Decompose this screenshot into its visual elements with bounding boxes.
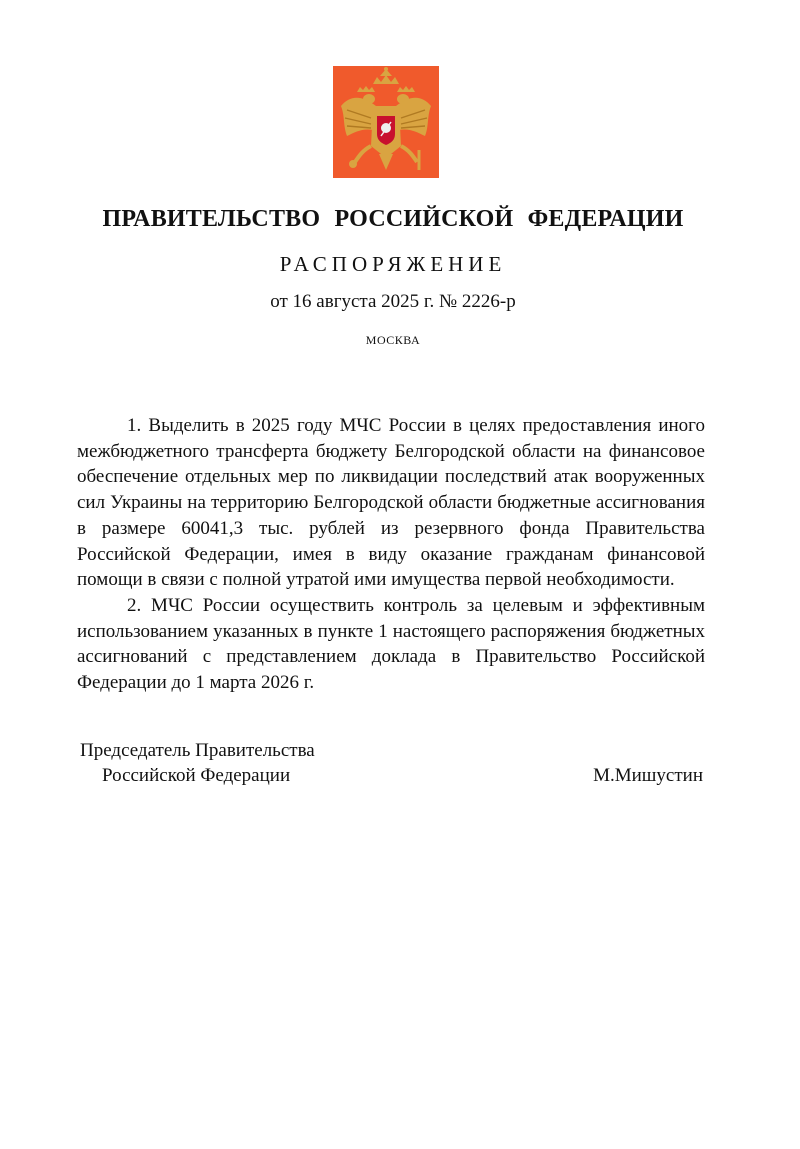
government-title: ПРАВИТЕЛЬСТВО РОССИЙСКОЙ ФЕДЕРАЦИИ bbox=[102, 206, 684, 232]
document-body bbox=[77, 413, 705, 696]
signatory-title-line1: Председатель Правительства bbox=[80, 740, 315, 761]
signatory-name: М.Мишустин bbox=[593, 765, 703, 786]
order-date-number: от 16 августа 2025 г. № 2226-р bbox=[270, 291, 516, 312]
paragraph-1: 1. Выделить в 2025 году МЧС России в целях предоставления иного межбюджетного трансферта бюджету Белгородской области на финансовое обеспечение отдельных мер по ликвидации последствий атак вооруженных сил Украины на территорию Белгородской области бюджетные ассигнования в размере 60041,3 тыс. рублей из резервного фонда Правительства Российской Федерации, имея в виду оказание гражданам финансовой помощи в связи с полной утратой ими имущества первой необходимости. bbox=[77, 415, 705, 591]
signatory-title-line2: Российской Федерации bbox=[102, 765, 291, 786]
signatory-title bbox=[80, 738, 315, 788]
city-name: МОСКВА bbox=[365, 333, 421, 347]
document-type-title: РАСПОРЯЖЕНИЕ bbox=[279, 252, 507, 276]
paragraph-2: 2. МЧС России осуществить контроль за целевым и эффективным использованием указанных в пункте 1 настоящего распоряжения бюджетных ассигнований с представлением доклада в Правительство Российской Федерации до 1 марта 2026 г. bbox=[77, 594, 705, 694]
russian-coat-of-arms-icon bbox=[333, 66, 439, 178]
coat-of-arms-emblem bbox=[333, 66, 439, 178]
